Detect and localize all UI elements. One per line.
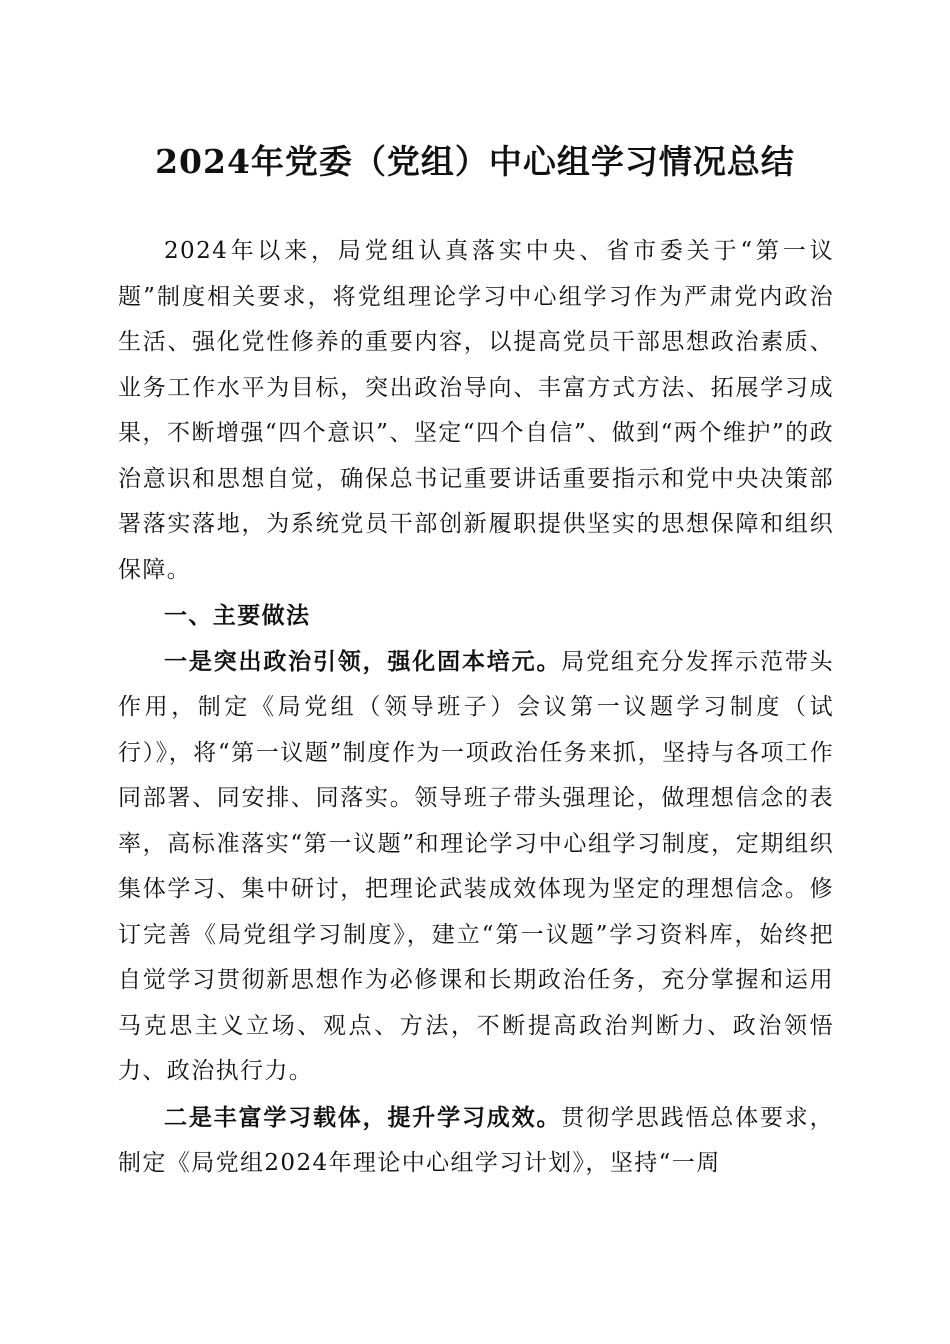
section-heading-main-practices: 一、主要做法 [164, 602, 311, 629]
document-body [118, 229, 834, 1187]
point-two-lead: 二是丰富学习载体，提升学习成效。 [164, 1103, 562, 1131]
point-two-paragraph [118, 1095, 834, 1187]
document-title: 2024年党委（党组）中心组学习情况总结 [155, 142, 795, 181]
point-one-paragraph [118, 639, 834, 1095]
intro-paragraph: 2024年以来，局党组认真落实中央、省市委关于“第一议题”制度相关要求，将党组理论学习中心组学习作为严肃党内政治生活、强化党性修养的重要内容，以提高党员干部思想政治素质、业务工作水平为目标，突出政治导向、丰富方式方法、拓展学习成果，不断增强“四个意识”、坚定“四个自信”、做到“两个维护”的政治意识和思想自觉，确保总书记重要讲话重要指示和党中央决策部署落实落地，为系统党员干部创新履职提供坚实的思想保障和组织保障。 [118, 238, 834, 583]
point-two-text: 贯彻学思践悟总体要求，制定《局党组2024年理论中心组学习计划》，坚持“一周 [118, 1104, 834, 1176]
point-one-lead: 一是突出政治引领，强化固本培元。 [164, 647, 562, 675]
point-one-text: 局党组充分发挥示范带头作用，制定《局党组（领导班子）会议第一议题学习制度（试行）》，将“第一议题”制度作为一项政治任务来抓，坚持与各项工作同部署、同安排、同落实。领导班子带头强理论，做理想信念的表率，高标准落实“第一议题”和理论学习中心组学习制度，定期组织集体学习、集中研讨，把理论武装成效体现为坚定的理想信念。修订完善《局党组学习制度》，建立“第一议题”学习资料库，始终把自觉学习贯彻新思想作为必修课和长期政治任务，充分掌握和运用马克思主义立场、观点、方法，不断提高政治判断力、政治领悟力、政治执行力。 [118, 648, 834, 1084]
